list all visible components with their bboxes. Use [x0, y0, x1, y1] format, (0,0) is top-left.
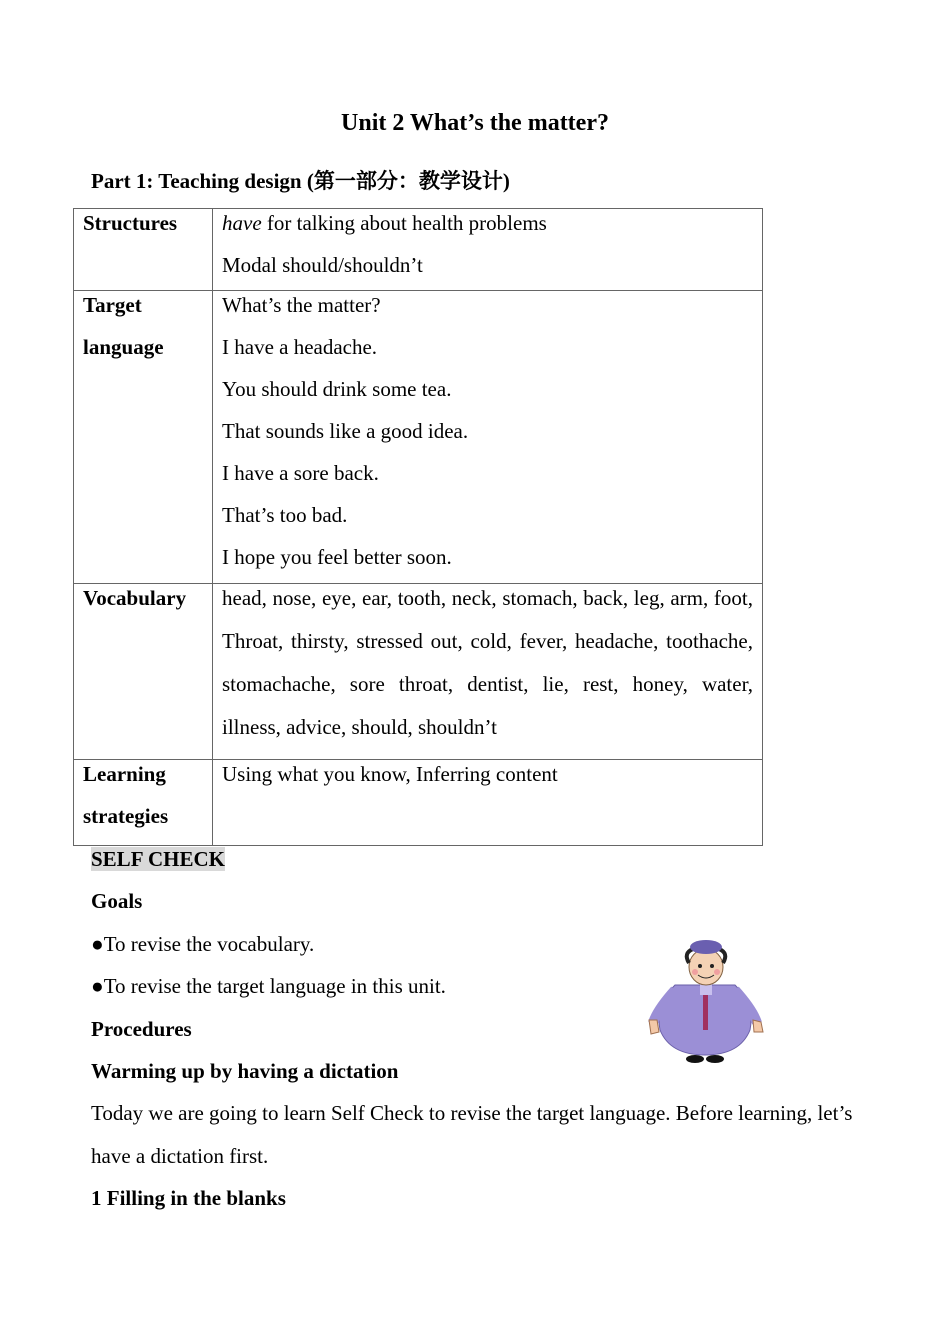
emphasis: have — [222, 211, 262, 235]
sentence: You should drink some tea. — [222, 377, 452, 401]
structure-text: for talking about health problems — [261, 211, 547, 235]
table-row-vocabulary — [74, 584, 763, 760]
row-label: Vocabulary — [83, 586, 187, 610]
sentence: That’s too bad. — [222, 503, 348, 527]
table-row-structures — [74, 209, 763, 291]
structure-line: Modal should/shouldn’t — [222, 253, 423, 277]
table-row-strategies — [74, 760, 763, 846]
self-check-heading: SELF CHECK — [91, 847, 225, 871]
structure-line — [222, 202, 753, 244]
table-row-target-language — [74, 291, 763, 584]
procedures-heading: Procedures — [91, 1016, 192, 1041]
sentence: I have a sore back. — [222, 461, 379, 485]
teaching-design-table — [73, 208, 763, 846]
sentence: I hope you feel better soon. — [222, 545, 452, 569]
bullet-icon: ● — [91, 931, 104, 956]
warming-heading: Warming up by having a dictation — [91, 1059, 399, 1084]
row-label: strategies — [83, 804, 169, 828]
warming-text: Today we are going to learn Self Check to revise the target language. Before learning, let’s have a dictation first. — [91, 1101, 853, 1168]
bullet-icon: ● — [91, 974, 104, 999]
strategies-text: Using what you know, Inferring content — [222, 762, 558, 786]
sentence: That sounds like a good idea. — [222, 419, 469, 443]
cartoon-man-illustration — [645, 935, 765, 1065]
step-heading: 1 Filling in the blanks — [91, 1186, 286, 1211]
document-title: Unit 2 What’s the matter? — [341, 110, 609, 136]
part-heading: Part 1: Teaching design (第一部分：教学设计) — [91, 169, 510, 193]
sentence: I have a headache. — [222, 335, 378, 359]
vocabulary-text: head, nose, eye, ear, tooth, neck, stomach, back, leg, arm, foot, Throat, thirsty, stressed out, cold, fever, headache, toothache, stomachache, sore throat, dentist, lie, rest, honey, water, illness, advice, should, shouldn’t — [222, 586, 753, 739]
goal-text: To revise the target language in this unit. — [103, 974, 446, 999]
goal-text: To revise the vocabulary. — [103, 931, 315, 956]
goals-heading: Goals — [91, 889, 143, 914]
sentence: What’s the matter? — [222, 293, 381, 317]
row-label: Learning — [83, 762, 166, 786]
row-label: Structures — [83, 211, 178, 235]
row-label: Target — [83, 293, 142, 317]
row-label: language — [83, 335, 164, 359]
